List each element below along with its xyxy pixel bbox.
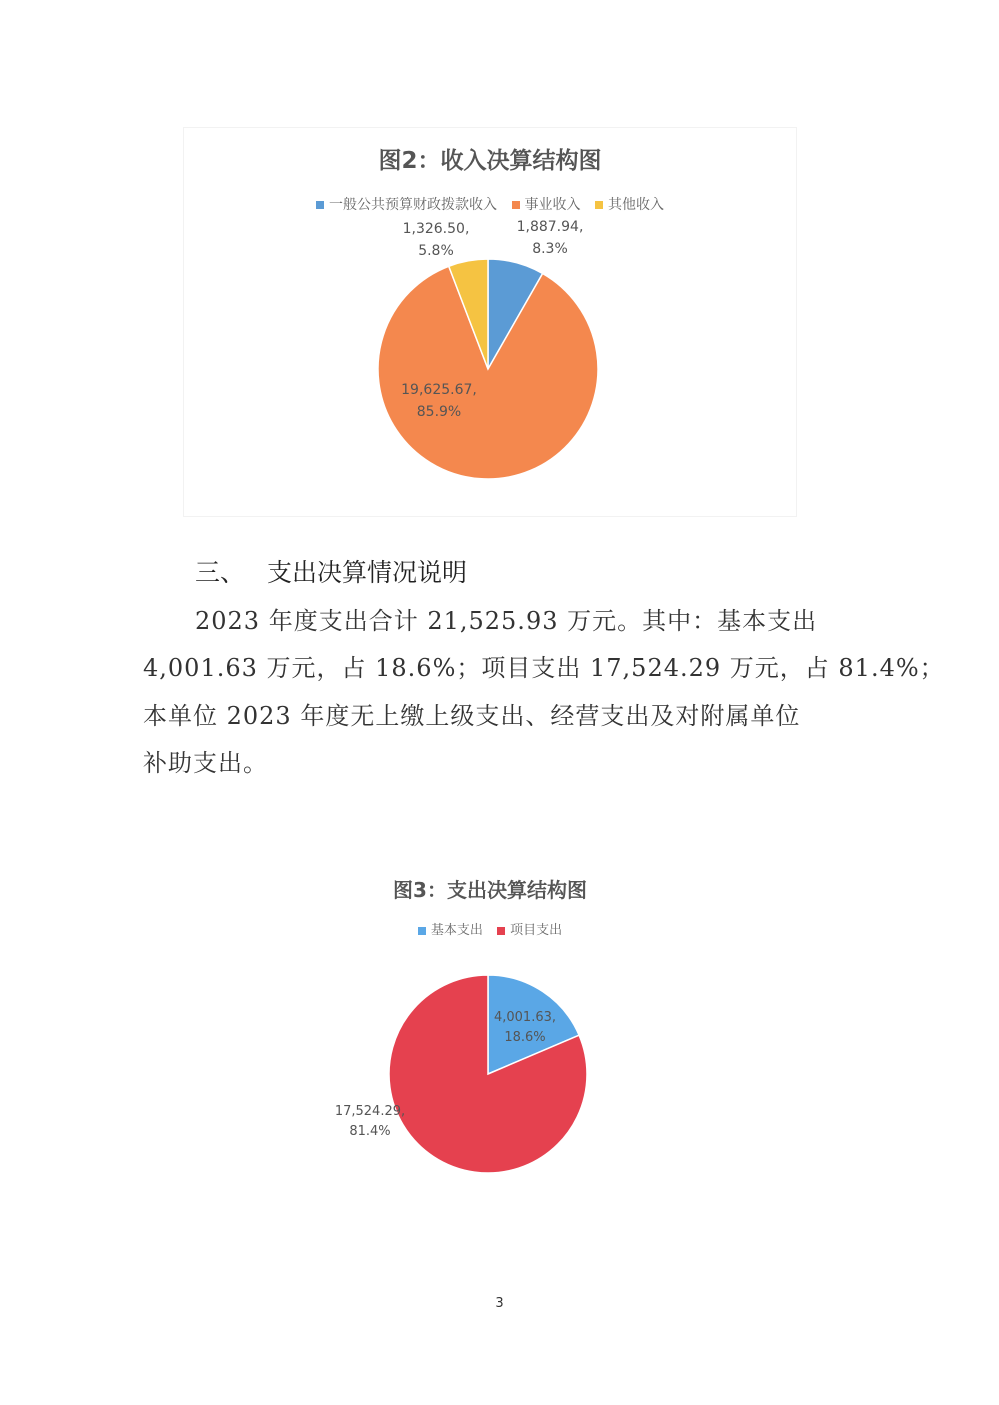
legend-label: 项目支出 (510, 923, 563, 938)
chart-title: 图2：收入决算结构图 (378, 148, 602, 174)
data-label: 1,887.94, (516, 219, 584, 235)
data-label: 18.6% (504, 1030, 546, 1045)
data-label: 5.8% (418, 243, 454, 259)
paragraph-line: 本单位 2023 年度无上缴上级支出、经营支出及对附属单位 (143, 702, 801, 730)
legend-label: 一般公共预算财政拨款收入 (329, 197, 498, 213)
expenditure-structure-chart (215, 862, 765, 1207)
page-number: 3 (495, 1296, 504, 1311)
expenditure-pie (215, 862, 765, 1207)
income-structure-chart (183, 127, 797, 517)
legend-label: 其他收入 (607, 197, 664, 213)
data-label: 19,625.67, (401, 382, 477, 398)
paragraph-line: 4,001.63 万元，占 18.6%；项目支出 17,524.29 万元，占 81.4%； (143, 654, 945, 682)
legend-label: 事业收入 (524, 197, 581, 213)
income-pie (184, 128, 796, 516)
data-label: 4,001.63, (493, 1010, 557, 1025)
section-number: 三、 (195, 558, 246, 587)
section-title: 支出决算情况说明 (267, 558, 468, 587)
paragraph-line: 2023 年度支出合计 21,525.93 万元。其中：基本支出 (195, 607, 818, 635)
section-heading (195, 553, 467, 589)
paragraph-line: 补助支出。 (143, 749, 268, 777)
data-label: 85.9% (416, 404, 462, 420)
data-label: 81.4% (349, 1124, 391, 1139)
data-label: 17,524.29, (334, 1104, 406, 1119)
chart-title: 图3：支出决算结构图 (393, 878, 587, 902)
data-label: 1,326.50, (402, 221, 470, 237)
legend-label: 基本支出 (430, 923, 483, 938)
data-label: 8.3% (532, 241, 568, 257)
